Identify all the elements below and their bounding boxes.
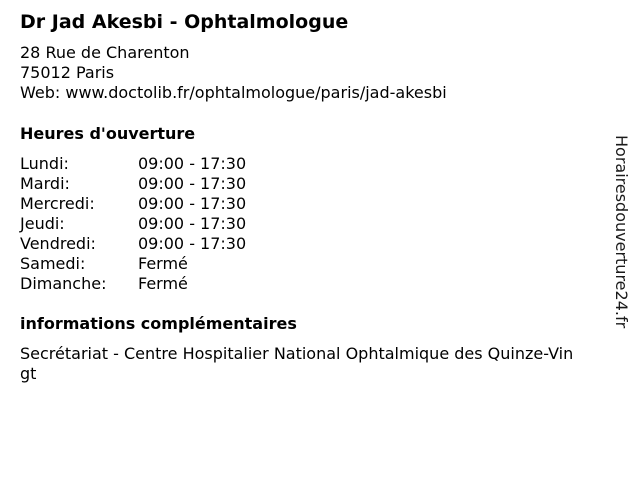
watermark: Horairesdouverture24.fr bbox=[612, 135, 631, 329]
day-label: Jeudi: bbox=[20, 214, 65, 233]
address-street: 28 Rue de Charenton bbox=[20, 43, 190, 62]
info-text: Secrétariat - Centre Hospitalier National Ophtalmique des Quinze-Vingt bbox=[20, 344, 574, 383]
hours-value: 09:00 - 17:30 bbox=[138, 154, 247, 173]
hours-value: 09:00 - 17:30 bbox=[138, 214, 247, 233]
hours-value: Fermé bbox=[138, 254, 188, 273]
info-heading: informations complémentaires bbox=[20, 314, 297, 333]
page-title: Dr Jad Akesbi - Ophtalmologue bbox=[20, 11, 349, 33]
hours-heading: Heures d'ouverture bbox=[20, 124, 196, 143]
day-label: Samedi: bbox=[20, 254, 86, 273]
hours-row-friday bbox=[20, 234, 246, 254]
day-label: Mercredi: bbox=[20, 194, 95, 213]
address-web: Web: www.doctolib.fr/ophtalmologue/paris/jad-akesbi bbox=[20, 83, 447, 102]
hours-row-sunday bbox=[20, 274, 246, 294]
address-city: 75012 Paris bbox=[20, 63, 115, 82]
hours-value: Fermé bbox=[138, 274, 188, 293]
hours-row-monday bbox=[20, 154, 246, 174]
hours-table bbox=[20, 154, 246, 294]
hours-row-saturday bbox=[20, 254, 246, 274]
day-label: Lundi: bbox=[20, 154, 69, 173]
hours-row-thursday bbox=[20, 214, 246, 234]
day-label: Vendredi: bbox=[20, 234, 96, 253]
day-label: Dimanche: bbox=[20, 274, 107, 293]
hours-row-tuesday bbox=[20, 174, 246, 194]
address-block bbox=[20, 43, 447, 103]
hours-value: 09:00 - 17:30 bbox=[138, 174, 247, 193]
hours-row-wednesday bbox=[20, 194, 246, 214]
day-label: Mardi: bbox=[20, 174, 70, 193]
hours-value: 09:00 - 17:30 bbox=[138, 234, 247, 253]
hours-value: 09:00 - 17:30 bbox=[138, 194, 247, 213]
